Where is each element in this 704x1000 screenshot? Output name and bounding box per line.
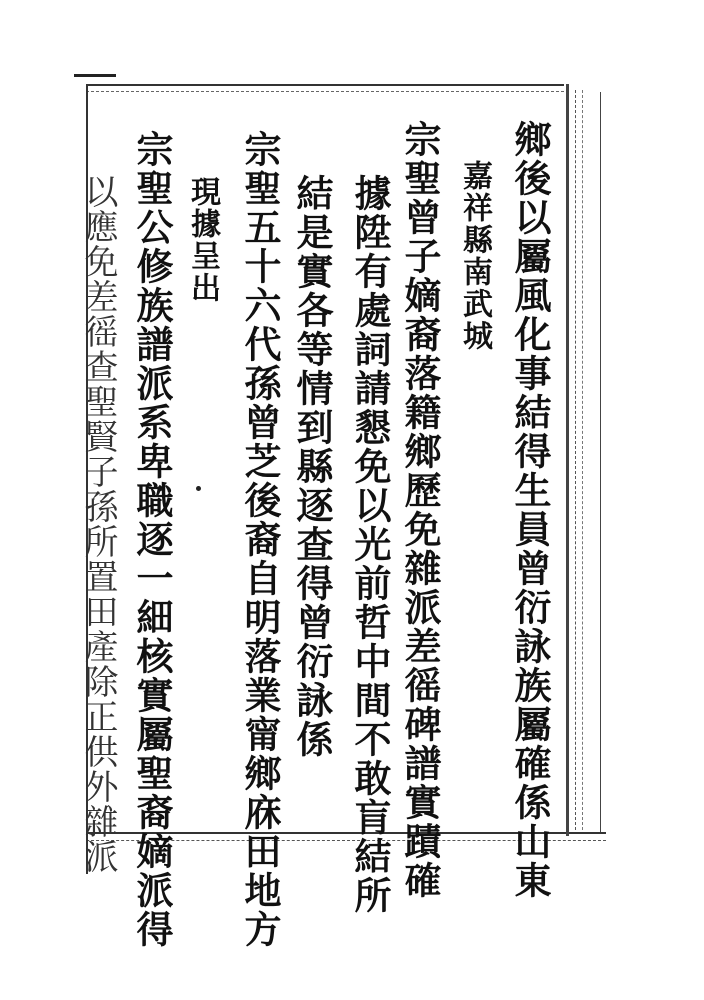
text-column-6: 宗聖五十六代孫曾芝後裔自明落業甯鄉庥田地方 bbox=[238, 130, 282, 949]
text-column-9-gutter: 以應免差徭查聖賢子孫所置田產除正供外雜派 bbox=[78, 174, 118, 874]
corner-mark bbox=[74, 74, 116, 77]
frame-right-border bbox=[566, 84, 569, 836]
text-column-5: 結是實各等情到縣逐查得曾衍詠係 bbox=[290, 174, 334, 759]
frame-top-border bbox=[86, 84, 564, 92]
text-column-3: 宗聖曾子嫡裔落籍鄉歷免雜派差徭碑譜實蹟確 bbox=[398, 120, 442, 900]
ink-dot bbox=[196, 486, 201, 491]
text-column-7: 現據呈出 bbox=[185, 176, 220, 304]
text-column-1: 鄉後以屬風化事結得生員曾衍詠族屬確係山東 bbox=[508, 120, 552, 900]
text-column-8: 宗聖公修族譜派系卑職逐一細核實屬聖裔嫡派得 bbox=[130, 130, 174, 949]
text-column-2: 嘉祥縣南武城 bbox=[457, 160, 492, 352]
text-column-4: 據陞有處詞請懇免以光前哲中間不敢肓結所 bbox=[348, 174, 392, 915]
frame-right-decorative-border bbox=[575, 90, 583, 830]
frame-right-edge bbox=[600, 92, 601, 832]
